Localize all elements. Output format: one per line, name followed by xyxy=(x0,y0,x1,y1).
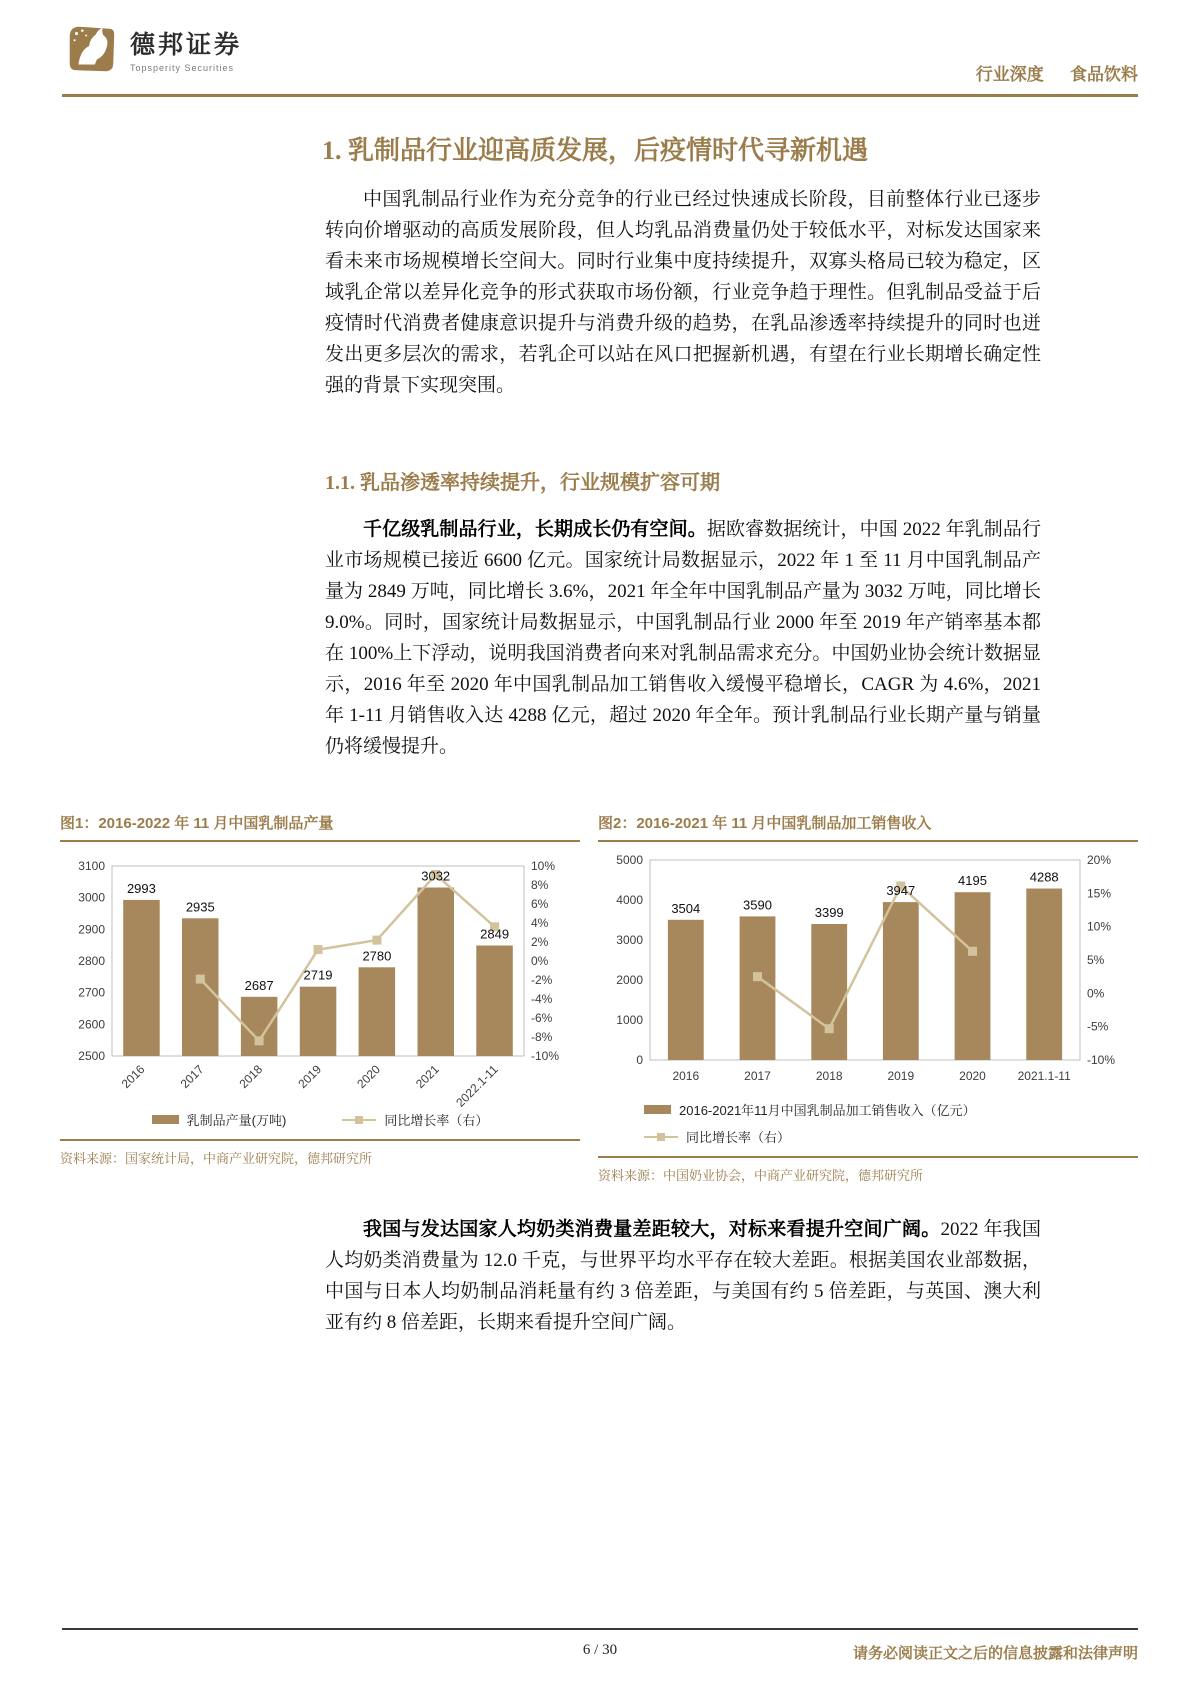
figures-row xyxy=(60,812,1138,1184)
svg-text:2780: 2780 xyxy=(362,948,392,964)
report-sector-label: 食品饮料 xyxy=(1070,65,1138,84)
svg-text:2900: 2900 xyxy=(78,922,105,937)
brand-name-en: Topsperity Securities xyxy=(130,63,235,73)
svg-text:2020: 2020 xyxy=(354,1062,384,1092)
line-series-marker xyxy=(342,1119,376,1121)
brand-logo-icon xyxy=(62,20,120,78)
bar-series-marker xyxy=(152,1115,179,1124)
legend-item-growth xyxy=(644,1127,1138,1146)
svg-text:-5%: -5% xyxy=(1087,1019,1109,1034)
svg-text:2021.1-11: 2021.1-11 xyxy=(1017,1069,1071,1083)
svg-text:3504: 3504 xyxy=(671,900,701,916)
svg-text:2600: 2600 xyxy=(78,1017,105,1032)
figure-2-legend xyxy=(644,1100,1138,1146)
svg-text:2017: 2017 xyxy=(744,1069,771,1083)
legend-item-revenue xyxy=(644,1100,1138,1119)
svg-text:5%: 5% xyxy=(1087,953,1105,967)
figure-1-chart xyxy=(60,846,580,1126)
figure-1-legend xyxy=(60,1110,580,1129)
svg-text:3032: 3032 xyxy=(421,868,451,884)
figure-1-source: 资料来源：国家统计局，中商产业研究院，德邦研究所 xyxy=(60,1139,580,1167)
paragraph-consumption-gap xyxy=(325,1214,1041,1338)
line-series-marker xyxy=(644,1136,678,1138)
svg-text:4000: 4000 xyxy=(616,893,643,907)
figure-2-source: 资料来源：中国奶业协会，中商产业研究院，德邦研究所 xyxy=(598,1156,1138,1184)
svg-text:8%: 8% xyxy=(531,878,549,892)
svg-text:3590: 3590 xyxy=(743,897,772,913)
svg-text:2019: 2019 xyxy=(295,1062,325,1092)
svg-text:-4%: -4% xyxy=(531,992,553,1006)
paragraph-consumption-gap-text: 2022 年我国人均奶类消费量为 12.0 千克，与世界平均水平存在较大差距。根据美国农业部数据，中国与日本人均奶制品消耗量有约 3 倍差距，与美国有约 5 倍差距，与英国、澳大利亚有约 8 倍差距，长期来看提升空间广阔。 xyxy=(325,1219,1041,1333)
svg-text:2021: 2021 xyxy=(413,1062,442,1092)
svg-text:2500: 2500 xyxy=(78,1049,105,1063)
legend-label: 同比增长率（右） xyxy=(384,1113,489,1128)
figure-2-title: 图2：2016-2021 年 11 月中国乳制品加工销售收入 xyxy=(598,812,1138,842)
svg-text:5000: 5000 xyxy=(616,853,643,867)
svg-text:0: 0 xyxy=(636,1053,643,1067)
svg-text:-2%: -2% xyxy=(531,973,553,987)
legend-label: 2016-2021年11月中国乳制品加工销售收入（亿元） xyxy=(679,1103,976,1118)
legend-label: 乳制品产量(万吨) xyxy=(186,1113,287,1128)
page-number: 6 / 30 xyxy=(582,1642,618,1658)
svg-text:2020: 2020 xyxy=(959,1069,986,1083)
svg-text:2018: 2018 xyxy=(815,1069,843,1083)
svg-text:4288: 4288 xyxy=(1029,869,1059,885)
footer-disclaimer: 请务必阅读正文之后的信息披露和法律声明 xyxy=(852,1646,1138,1662)
svg-text:4195: 4195 xyxy=(958,873,987,889)
svg-text:2687: 2687 xyxy=(244,977,274,993)
svg-text:10%: 10% xyxy=(531,859,556,873)
svg-text:15%: 15% xyxy=(1087,886,1112,901)
svg-text:2993: 2993 xyxy=(126,880,156,896)
figure-2-chart xyxy=(598,846,1138,1096)
svg-text:2017: 2017 xyxy=(177,1062,207,1092)
svg-text:3399: 3399 xyxy=(814,905,844,920)
svg-text:3000: 3000 xyxy=(78,890,105,905)
svg-text:2700: 2700 xyxy=(78,985,105,1000)
brand-name-cn: 德邦证券 xyxy=(130,31,243,59)
header-divider xyxy=(62,94,1138,97)
legend-item-production xyxy=(152,1110,287,1129)
svg-text:10%: 10% xyxy=(1087,919,1112,934)
figure-1-title: 图1：2016-2022 年 11 月中国乳制品产量 xyxy=(60,812,580,842)
paragraph-consumption-gap-lead: 我国与发达国家人均奶类消费量差距较大，对标来看提升空间广阔。 xyxy=(363,1219,941,1240)
section-heading: 1. 乳制品行业迎高质发展，后疫情时代寻新机遇 xyxy=(322,136,869,165)
svg-text:-6%: -6% xyxy=(531,1011,553,1025)
header-tags xyxy=(976,60,1138,85)
svg-text:6%: 6% xyxy=(531,897,549,911)
legend-label: 同比增长率（右） xyxy=(686,1130,791,1145)
svg-text:0%: 0% xyxy=(531,954,549,968)
svg-text:3100: 3100 xyxy=(78,859,105,873)
svg-text:2018: 2018 xyxy=(236,1062,266,1092)
svg-text:2800: 2800 xyxy=(78,954,105,968)
figure-1 xyxy=(60,812,580,1184)
svg-text:2016: 2016 xyxy=(672,1069,700,1083)
brand-text xyxy=(130,25,242,73)
svg-text:2719: 2719 xyxy=(303,967,333,983)
page-header xyxy=(62,20,1138,85)
report-category-label: 行业深度 xyxy=(975,65,1044,84)
paragraph-industry-overview: 中国乳制品行业作为充分竞争的行业已经过快速成长阶段，目前整体行业已逐步转向价增驱动的高质发展阶段，但人均乳品消费量仍处于较低水平，对标发达国家来看未来市场规模增长空间大。同时行业集中度持续提升，双寡头格局已较为稳定，区域乳企常以差异化竞争的形式获取市场份额，行业竞争趋于理性。但乳制品受益于后疫情时代消费者健康意识提升与消费升级的趋势，在乳品渗透率持续提升的同时也迸发出更多层次的需求，若乳企可以站在风口把握新机遇，有望在行业长期增长确定性强的背景下实现突围。 xyxy=(325,189,1041,396)
svg-text:3000: 3000 xyxy=(616,933,643,947)
subsection-heading: 1.1. 乳品渗透率持续提升，行业规模扩容可期 xyxy=(325,472,720,494)
svg-text:4%: 4% xyxy=(531,916,549,930)
bar-series-marker xyxy=(644,1105,671,1114)
svg-text:3947: 3947 xyxy=(886,883,916,899)
svg-text:1000: 1000 xyxy=(616,1013,643,1027)
paragraph-market-size-text: 据欧睿数据统计，中国 2022 年乳制品行业市场规模已接近 6600 亿元。国家统计局数据显示，2022 年 1 至 11 月中国乳制品产量为 2849 万吨，同比增长 3.6%，2021 年全年中国乳制品产量为 3032 万吨，同比增长 9.0%。同时，国家统计局数据显示，中国乳制品行业 2000 年至 2019 年产销率基本都在 100%上下浮动，说明我国消费者向来对乳制品需求充分。中国奶业协会统计数据显示，2016 年至 2020 年中国乳制品加工销售收入缓慢平稳增长，CAGR 为 4.6%，2021 年 1-11 月销售收入达 4288 亿元，超过 2020 年全年。预计乳制品行业长期产量与销量仍将缓慢提升。 xyxy=(325,519,1041,757)
legend-item-growth xyxy=(342,1110,488,1129)
svg-text:-10%: -10% xyxy=(1087,1053,1116,1067)
figure-2 xyxy=(598,812,1138,1184)
svg-text:2935: 2935 xyxy=(185,899,215,915)
svg-text:20%: 20% xyxy=(1087,853,1112,867)
svg-text:-8%: -8% xyxy=(531,1030,553,1044)
svg-text:0%: 0% xyxy=(1087,986,1105,1001)
svg-text:2022.1-11: 2022.1-11 xyxy=(453,1062,501,1110)
svg-text:2%: 2% xyxy=(531,935,549,949)
footer-divider xyxy=(62,1628,1138,1630)
svg-text:2019: 2019 xyxy=(887,1069,915,1083)
svg-text:-10%: -10% xyxy=(531,1049,560,1063)
svg-text:2849: 2849 xyxy=(480,926,510,942)
paragraph-market-size xyxy=(325,514,1041,762)
svg-text:2016: 2016 xyxy=(118,1062,148,1092)
paragraph-market-size-lead: 千亿级乳制品行业，长期成长仍有空间。 xyxy=(363,519,707,540)
svg-text:2000: 2000 xyxy=(616,973,643,987)
brand xyxy=(62,20,242,78)
